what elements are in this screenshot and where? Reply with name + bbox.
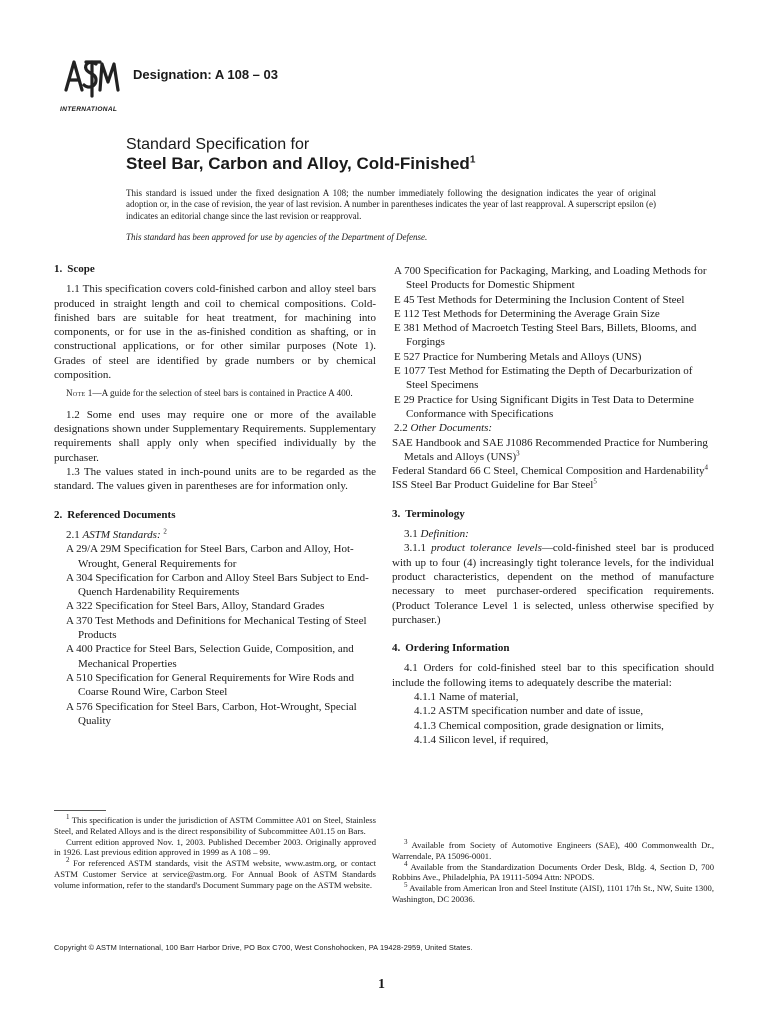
ref-a370: A 370 Test Methods and Definitions for Mechanical Testing of Steel Products (66, 614, 367, 642)
ref-a304: A 304 Specification for Carbon and Alloy Steel Bars Subject to End-Quench Hardenability Requirements (66, 571, 369, 599)
ref-a576: A 576 Specification for Steel Bars, Carbon, Hot-Wrought, Special Quality (66, 700, 357, 727)
scope-1-3: 1.3 The values stated in inch-pound units are to be regarded as the standard. The values given in parentheses are for information only. (54, 466, 376, 493)
ordering-information-heading: 4. Ordering Information (392, 642, 510, 655)
other-documents-subheading: 2.2 Other Documents: (394, 422, 493, 435)
note-label: Note (66, 388, 86, 399)
ref-e29: E 29 Practice for Using Significant Digits in Test Data to Determine Conformance with Specifications (394, 393, 694, 420)
right-column (392, 264, 714, 747)
ref-fed-std: Federal Standard 66 C Steel, Chemical Composition and Hardenability$^4$ (392, 463, 709, 478)
ref-a510: A 510 Specification for General Requirements for Wire Rods and Coarse Round Wire, Carbon Steel (66, 671, 355, 699)
left-column (54, 262, 376, 728)
scope-heading: 1. Scope (54, 263, 95, 275)
note-text: 1—A guide for the selection of steel bars is contained in Practice A 400. (87, 388, 353, 399)
terminology-heading: 3. Terminology (392, 507, 465, 520)
ref-e1077: E 1077 Test Method for Estimating the Depth of Decarburization of Steel Specimens (394, 365, 693, 392)
ref-a400: A 400 Practice for Steel Bars, Selection Guide, Composition, and Mechanical Properties (66, 643, 354, 670)
ordering-4-1: 4.1 Orders for cold-finished steel bar to this specification should include the following items to adequately describe the material: (392, 662, 714, 689)
ref-e381: E 381 Method of Macroetch Testing Steel Bars, Billets, Blooms, and Forgings (394, 322, 697, 349)
ref-a700: A 700 Specification for Packaging, Marking, and Loading Methods for Steel Products for Domestic Shipment (394, 265, 707, 292)
definition-subheading: 3.1 Definition: (404, 528, 469, 541)
astm-standards-subheading: 2.1 ASTM Standards: $^2$ (66, 527, 167, 541)
title-footnote-mark: 1 (469, 154, 476, 166)
footnote-1: $^1$ This specification is under the jurisdiction of ASTM Committee A01 on Steel, Stainless Steel, and Related Alloys and is the direct responsibility of Subcommittee A01.15 on Bars. (54, 813, 376, 836)
definition-3-1-1: 3.1.1 product tolerance levels—cold-finished steel bar is produced with up to four (4) increasingly tight tolerance levels, for the individual product characteristics, dependent on the method of manufacture necessary to meet purchaser-ordered specification requirements. (Product Tolerance Level 1 is selected, unless otherwise specified by purchaser.) (392, 542, 714, 626)
footnote-4: $^4$ Available from the Standardization Documents Order Desk, Bldg. 4, Section D, 700 Robbins Ave., Philadelphia, PA 19111-5094 Attn: NPODS. (392, 859, 714, 883)
ref-sae: SAE Handbook and SAE J1086 Recommended Practice for Numbering Metals and Alloys (UNS)$^3$ (392, 436, 708, 463)
ordering-item: 4.1.2 ASTM specification number and date of issue, (414, 705, 644, 718)
ref-e45: E 45 Test Methods for Determining the Inclusion Content of Steel (394, 293, 685, 306)
scope-1-2: 1.2 Some end uses may require one or more of the available designations shown under Supplementary Requirements. Supplementary requirements shall apply only when specified individually by the purchaser. (54, 408, 376, 464)
title-line-2 (126, 154, 475, 174)
designation: Designation: A 108 – 03 (133, 67, 278, 82)
ref-e112: E 112 Test Methods for Determining the Average Grain Size (394, 307, 660, 320)
title-text: Steel Bar, Carbon and Alloy, Cold-Finished (126, 154, 470, 173)
astm-logo (60, 54, 124, 116)
defense-approval: This standard has been approved for use by agencies of the Department of Defense. (126, 232, 428, 242)
copyright-line: Copyright © ASTM International, 100 Barr Harbor Drive, PO Box C700, West Conshohocken, PA 19428-2959, United States. (54, 943, 473, 952)
ordering-item: 4.1.4 Silicon level, if required, (414, 733, 549, 746)
title-line-1: Standard Specification for (126, 136, 310, 153)
ref-e527: E 527 Practice for Numbering Metals and Alloys (UNS) (394, 350, 642, 363)
ordering-item: 4.1.1 Name of material, (414, 691, 519, 704)
note-1 (54, 388, 376, 400)
page-number: 1 (378, 977, 385, 992)
ordering-item: 4.1.3 Chemical composition, grade designation or limits, (414, 719, 664, 732)
ref-a322: A 322 Specification for Steel Bars, Alloy, Standard Grades (66, 600, 325, 613)
footnotes-left (54, 810, 376, 891)
ref-iss: ISS Steel Bar Product Guideline for Bar Steel$^5$ (392, 477, 597, 492)
referenced-documents-heading: 2. Referenced Documents (54, 508, 176, 521)
footnote-3: $^3$ Available from Society of Automotive Engineers (SAE), 400 Commonwealth Dr., Warrendale, PA 15096-0001. (392, 838, 714, 861)
footnote-1-edition: Current edition approved Nov. 1, 2003. Published December 2003. Originally approved in 1926. Last previous edition approved in 1999 as A 108 – 99. (54, 836, 376, 858)
intro-paragraph: This standard is issued under the fixed designation A 108; the number immediately following the designation indicates the year of original adoption or, in the case of revision, the year of last revision. A number in parentheses indicates the year of last reapproval. A superscript epsilon (e) indicates an editorial change since the last revision or reapproval. (126, 188, 656, 221)
ref-a29: A 29/A 29M Specification for Steel Bars, Carbon and Alloy, Hot-Wrought, General Requirements for (66, 543, 354, 570)
footnotes-right (392, 840, 714, 905)
scope-1-1: 1.1 This specification covers cold-finished carbon and alloy steel bars produced in straight length and coil to chemical compositions. Cold-finished bars are suitable for heat treatment, for machining into components, or for use in the as-finished condition as shafting, or in constructional applications, or for other similar purposes (Note 1). Grades of steel are identified by grade numbers or by chemical composition. (54, 283, 376, 382)
footnote-rule (54, 810, 106, 811)
footnote-5: $^5$ Available from American Iron and Steel Institute (AISI), 1101 17th St., NW, Suite 1300, Washington, DC 20036. (392, 881, 714, 904)
logo-subtext: INTERNATIONAL (60, 106, 118, 113)
footnote-2: $^2$ For referenced ASTM standards, visit the ASTM website, www.astm.org, or contact ASTM Customer Service at service@astm.org. For Annual Book of ASTM Standards volume information, refer to the standard's Document Summary page on the ASTM website. (54, 856, 376, 890)
